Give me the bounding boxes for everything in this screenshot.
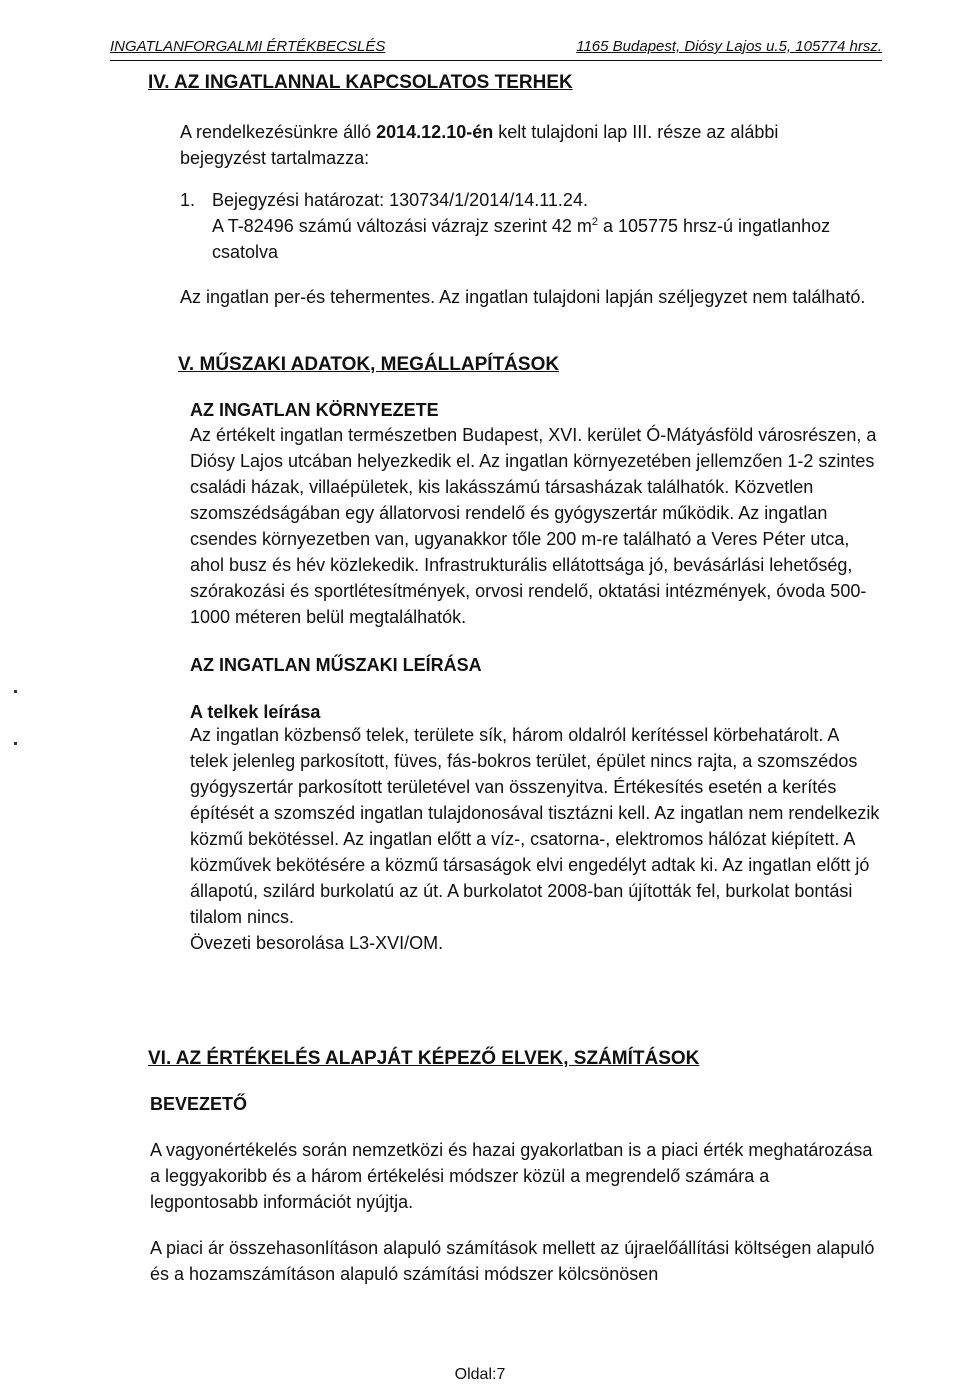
intro-date: 2014.12.10-én [376,122,494,142]
item-text-end: a 105775 hrsz-ú ingatlanhoz csatolva [212,216,831,262]
page-header [110,38,882,61]
section-6-title: VI. AZ ÉRTÉKELÉS ALAPJÁT KÉPEZŐ ELVEK, SZÁMÍTÁSOK [148,1048,700,1069]
superscript-2: 2 [591,216,598,228]
scan-speck [14,690,17,693]
environment-heading: AZ INGATLAN KÖRNYEZETE [190,400,439,420]
introduction-paragraph-2: A piaci ár összehasonlításon alapuló számítások mellett az újraelőállítási költségen alapuló és a hozamszámításon alapuló számítási módszer kölcsönösen [150,1238,875,1284]
page-number: Oldal:7 [454,1366,506,1383]
introduction-heading: BEVEZETŐ [150,1094,248,1114]
plot-description-heading: A telkek leírása [190,702,321,722]
section-5-title: V. MŰSZAKI ADATOK, MEGÁLLAPÍTÁSOK [178,354,560,375]
section-4-intro [180,119,860,171]
technical-description-heading: AZ INGATLAN MŰSZAKI LEÍRÁSA [190,655,482,675]
item-text-start: A T-82496 számú változási vázrajz szerint 42 m [212,216,592,236]
environment-text: Az értékelt ingatlan természetben Budapest, XVI. kerület Ó-Mátyásföld városrészen, a Diósy Lajos utcában helyezkedik el. Az ingatlan környezetében jellemzően 1-2 szintes családi házak, villaépületek, kis lakásszámú társasházak találhatók. Közvetlen szomszédságában egy állatorvosi rendelő és gyógyszertár működik. Az ingatlan csendes környezetben van, ugyanakkor tőle 200 m-re található a Veres Péter utca, ahol busz és hév közlekedik. Infrastrukturális ellátottsága jó, bevásárlási lehetőség, szórakozási és sportlétesítmények, orvosi rendelő, oktatási intézmények, óvoda 500-1000 méteren belül megtalálhatók. [190,425,877,627]
zoning-text: Övezeti besorolása L3-XVI/OM. [190,933,444,953]
list-item-number: 1. [180,190,196,210]
scan-speck [14,742,17,745]
list-item-content [212,187,882,265]
intro-text-end: kelt tulajdoni lap III. része az alábbi bejegyzést tartalmazza: [180,122,779,168]
header-property-address: 1165 Budapest, Diósy Lajos u.5, 105774 hrsz. [576,38,882,55]
section-4-title: IV. AZ INGATLANNAL KAPCSOLATOS TERHEK [148,72,573,93]
list-item-line-2 [212,213,882,265]
intro-text-start: A rendelkezésünkre álló [180,122,377,142]
introduction-paragraph-1: A vagyonértékelés során nemzetközi és hazai gyakorlatban is a piaci érték meghatározása a leggyakoribb és a három értékelési módszer közül a megrendelő számára a legpontosabb információt nyújtja. [150,1140,873,1212]
plot-description-text: Az ingatlan közbenső telek, területe sík, három oldalról kerítéssel körbehatárolt. A telek jelenleg parkosított, füves, fás-bokros terület, épület nincs rajta, a szomszédos gyógyszertár parkosított területével van összenyitva. Értékesítés esetén a kerítés építését a szomszéd ingatlan tulajdonosával tisztázni kell. Az ingatlan nem rendelkezik közmű bekötéssel. Az ingatlan előtt a víz-, csatorna-, elektromos hálózat kiépített. A közművek bekötésére a közmű társaságok elvi engedélyt adtak ki. Az ingatlan előtt jó állapotú, szilárd burkolatú az út. A burkolatot 2008-ban újították fel, burkolat bontási tilalom nincs. [190,725,880,927]
header-document-title: INGATLANFORGALMI ÉRTÉKBECSLÉS [110,38,386,55]
encumbrance-conclusion: Az ingatlan per-és tehermentes. Az ingatlan tulajdoni lapján széljegyzet nem található. [180,287,866,307]
list-item-line-1: Bejegyzési határozat: 130734/1/2014/14.11.24. [212,190,588,210]
